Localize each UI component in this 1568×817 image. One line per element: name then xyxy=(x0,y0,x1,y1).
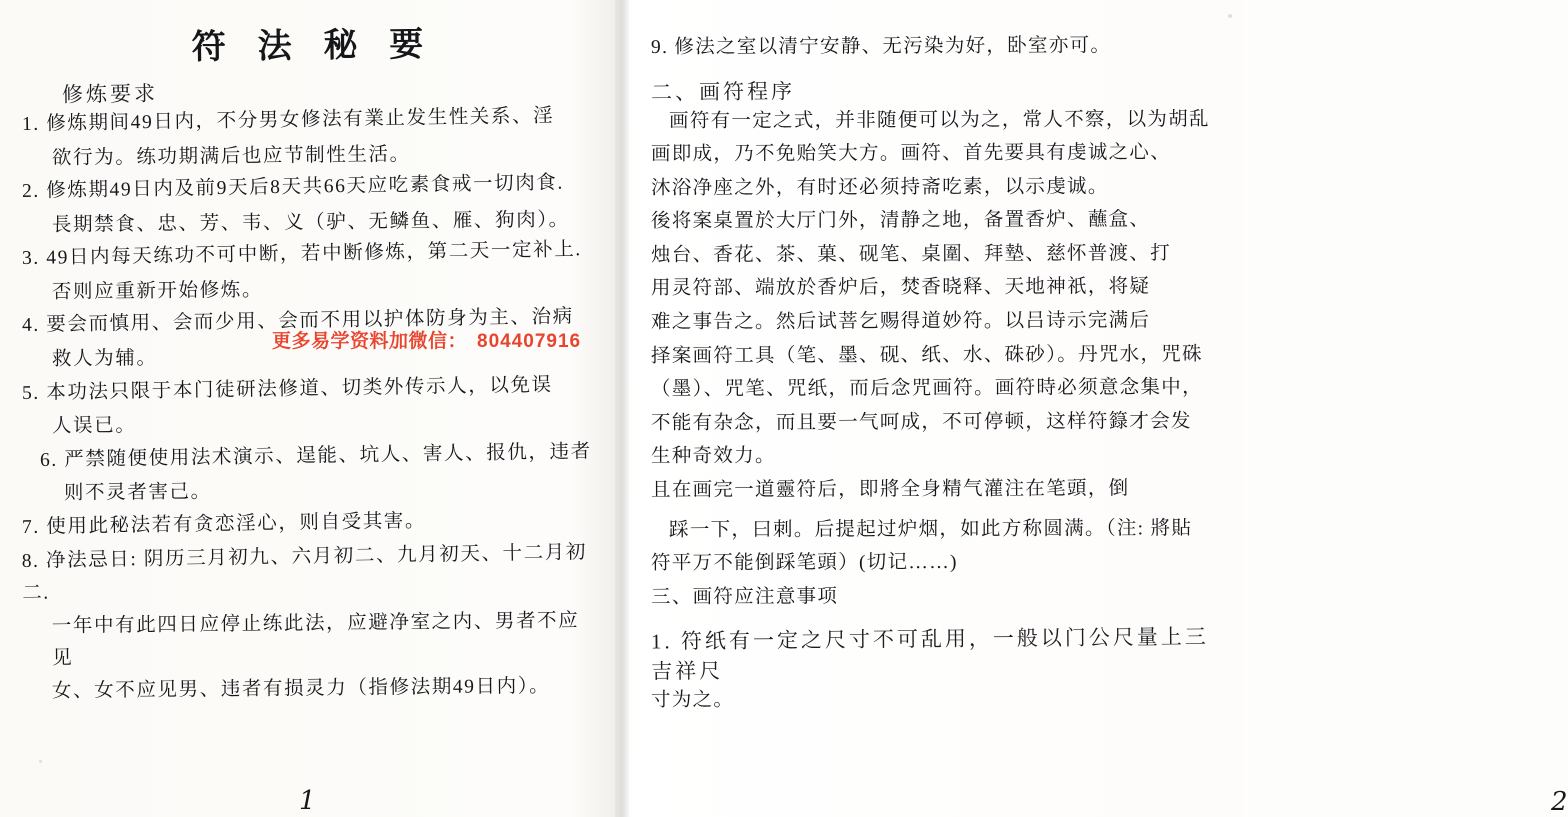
paragraph-line: 且在画完一道靈符后，即將全身精气灌注在笔頭，倒 xyxy=(650,478,1130,501)
paragraph-line: 三、画符应注意事项 xyxy=(650,586,839,608)
paragraph-line xyxy=(651,717,1224,719)
page-number-right: 2 xyxy=(1551,787,1568,817)
paragraph-line: 長期禁食、忠、芳、韦、义（驴、无鳞鱼、雁、狗肉）。 xyxy=(51,209,570,236)
paragraph-line: 救人为辅。 xyxy=(51,347,158,371)
paragraph-line: 不能有杂念，而且要一气呵成，不可停顿，这样符籙才会发 xyxy=(650,410,1192,434)
paragraph-line: 8. 净法忌日: 阴历三月初九、六月初二、九月初天、十二月初二. xyxy=(21,541,588,604)
paragraph-line: 画符有一定之式，并非随便可以为之，常人不察，以为胡乱 xyxy=(668,108,1210,132)
paragraph-line: 2. 修炼期49日内及前9天后8天共66天应吃素食戒一切肉食. xyxy=(21,172,565,203)
subheading-practice-requirements: 修炼要求 xyxy=(61,81,159,107)
paragraph-line: 沐浴净座之外，有时还必须持斋吃素，以示虔诚。 xyxy=(650,176,1109,199)
paragraph-line: 寸为之。 xyxy=(650,689,735,712)
paragraph-line: 3. 49日内每天练功不可中断，若中断修炼，第二天一定补上. xyxy=(21,239,582,270)
paragraph-line: 生种奇效力。 xyxy=(650,445,776,468)
section-heading-precautions: 1. 符纸有一定之尺寸不可乱用，一般以门公尺量上三吉祥尺 xyxy=(650,624,1209,684)
paragraph-line: 否则应重新开始修炼。 xyxy=(51,279,264,303)
paragraph-line: 则不灵者害己。 xyxy=(63,481,212,505)
paragraph-line: 踩一下，曰刺。后提起过炉烟，如此方称圆满。（注: 將貼 xyxy=(668,517,1193,541)
paragraph-line: 欲行为。练功期满后也应节制性生活。 xyxy=(51,143,411,169)
watermark-number: 804407916 xyxy=(477,331,582,352)
paragraph-line: （墨）、咒笔、咒纸，而后念咒画符。画符時必须意念集中， xyxy=(650,377,1203,401)
paragraph-line: 4. 要会而慎用、会而少用、会而不用以护体防身为主、治病 xyxy=(21,306,574,337)
paragraph-line: 一年中有此四日应停止练此法，应避净室之内、男者不应见 xyxy=(51,610,580,669)
paragraph-line: 人误已。 xyxy=(51,415,137,438)
paragraph-line: 9. 修法之室以清宁安静、无污染为好，卧室亦可。 xyxy=(650,35,1112,58)
paragraph-line: 择案画符工具（笔、墨、砚、纸、水、硃砂）。丹咒水，咒硃 xyxy=(650,343,1203,367)
paragraph-line: 画即成，乃不免贻笑大方。画符、首先要具有虔诚之心、 xyxy=(650,142,1172,166)
paragraph-line: 符平万不能倒踩笔頭）(切记……) xyxy=(650,552,958,575)
right-page xyxy=(629,0,1568,817)
page-number-left: 1 xyxy=(299,786,316,816)
paragraph-line: 7. 使用此秘法若有贪恋淫心，则自受其害。 xyxy=(21,510,427,538)
paper-speck xyxy=(39,760,42,763)
paragraph-line: 6. 严禁随便使用法术演示、逞能、坑人、害人、报仇，违者 xyxy=(39,441,592,471)
paragraph-line: 女、女不应见男、违者有损灵力（指修法期49日内）。 xyxy=(51,675,551,702)
left-page xyxy=(0,0,615,817)
paragraph-line: 5. 本功法只限于本门徒研法修道、切类外传示人，以免误 xyxy=(21,374,553,404)
paragraph-line: 烛台、香花、茶、菓、砚笔、桌圍、拜墊、慈怀普渡、打 xyxy=(650,243,1172,266)
watermark xyxy=(272,326,581,353)
paragraph-line: 难之事告之。然后试菩乞赐得道妙符。以吕诗示完满后 xyxy=(650,310,1151,334)
book-spine xyxy=(615,0,629,817)
paragraph-line: 用灵符部、端放於香炉后，焚香晓释、天地神祇，将疑 xyxy=(650,276,1151,300)
watermark-text: 更多易学资料加微信： xyxy=(272,331,468,352)
section-heading-procedure: 二、画符程序 xyxy=(650,78,796,105)
page-title: 符 法 秘 要 xyxy=(191,24,434,68)
paper-speck xyxy=(1228,14,1232,18)
paragraph-line: 後将案桌置於大厅门外，清静之地，备置香炉、蘸盒、 xyxy=(650,209,1151,233)
paragraph-line: 1. 修炼期间49日内，不分男女修法有業止发生性关系、淫 xyxy=(21,105,555,135)
